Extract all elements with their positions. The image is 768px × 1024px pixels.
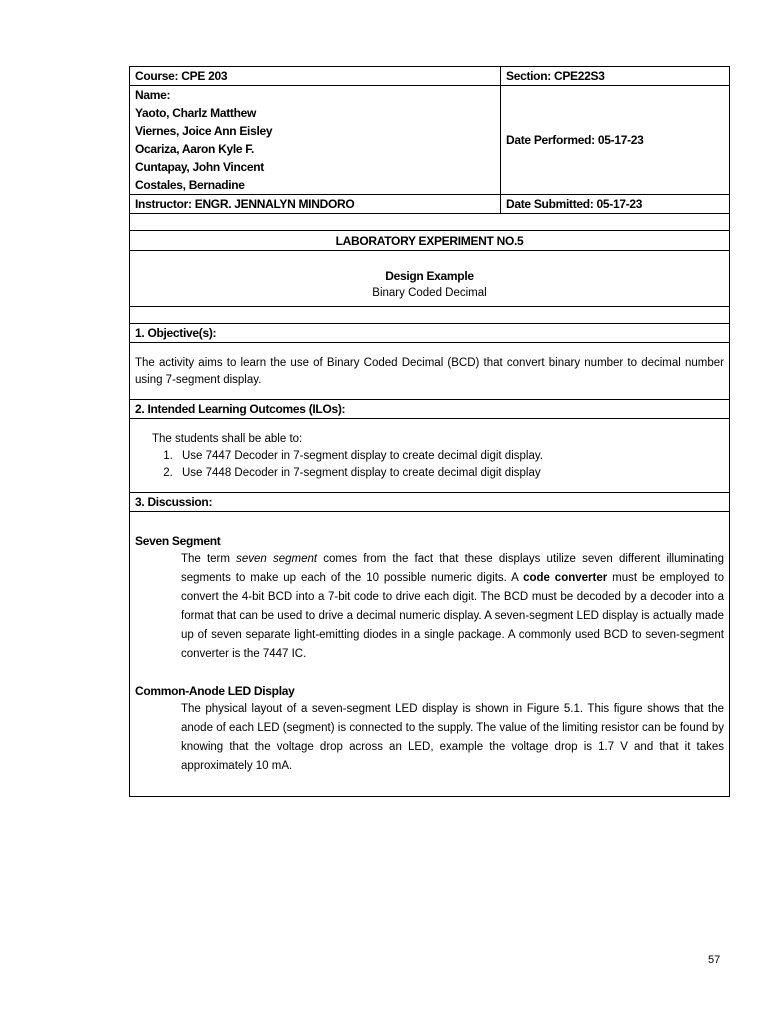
objectives-text: The activity aims to learn the use of Binary Coded Decimal (BCD) that convert binary number to decimal number using 7-segment display.: [135, 357, 724, 386]
section-cell: Section: CPE22S3: [501, 67, 730, 86]
objectives-body: [130, 343, 730, 400]
ilo-item: 1. Use 7447 Decoder in 7-segment display to create decimal digit display.: [176, 448, 724, 465]
names-cell: [130, 86, 501, 195]
design-example-subtitle: Binary Coded Decimal: [372, 287, 487, 299]
blank-row: [130, 307, 730, 324]
ilo-item: 2. Use 7448 Decoder in 7-segment display to create decimal digit display: [176, 465, 724, 482]
design-example-cell: [130, 251, 730, 307]
ilos-body: [130, 419, 730, 493]
instructor-cell: Instructor: ENGR. JENNALYN MINDORO: [130, 195, 501, 214]
seven-segment-heading: Seven Segment: [135, 534, 221, 548]
student-name: Viernes, Joice Ann Eisley: [135, 124, 273, 138]
discussion-body: [130, 512, 730, 797]
student-name: Costales, Bernadine: [135, 178, 245, 192]
course-cell: Course: CPE 203: [130, 67, 501, 86]
code-converter-term: code converter: [523, 572, 608, 584]
ilos-heading: 2. Intended Learning Outcomes (ILOs):: [130, 400, 730, 419]
seven-italic-term: seven segment: [236, 553, 318, 565]
lab-report-table: [129, 66, 730, 797]
student-name: Ocariza, Aaron Kyle F.: [135, 142, 255, 156]
blank-row: [130, 214, 730, 231]
experiment-title: [130, 231, 730, 251]
experiment-title-number: EXPERIMENT NO.5: [418, 234, 524, 248]
seven-segment-paragraph: [135, 550, 724, 664]
date-performed-cell: Date Performed: 05-17-23: [501, 86, 730, 195]
seven-text-3: must be employed to convert the 4-bit BCD into a 7-bit code to drive each digit. The BCD must be decoded by a decoder into a format that can be used to drive a decimal numeric display. A seven-segment LED display is actually made up of seven separate light-emitting diodes in a single package. A commonly used BCD to seven-segment converter is the 7447 IC.: [181, 572, 725, 660]
experiment-title-lab: LABORATORY: [335, 234, 416, 248]
student-name: Cuntapay, John Vincent: [135, 160, 264, 174]
ilos-intro: The students shall be able to:: [152, 433, 303, 445]
page-number: 57: [708, 954, 721, 966]
discussion-heading: 3. Discussion:: [130, 493, 730, 512]
date-submitted-cell: Date Submitted: 05-17-23: [501, 195, 730, 214]
objectives-heading: 1. Objective(s):: [130, 324, 730, 343]
seven-text-2: comes from the fact that these displays utilize seven different illuminating segments to make up each of the 10 possible numeric digits. A: [181, 553, 724, 584]
ilos-list: [152, 448, 724, 482]
common-anode-paragraph: The physical layout of a seven-segment LED display is shown in Figure 5.1. This figure shows that the anode of each LED (segment) is connected to the supply. The value of the limiting resistor can be found by knowing that the voltage drop across an LED, example the voltage drop is 1.7 V and that it takes approximately 10 mA.: [181, 703, 724, 772]
seven-text-1: The term: [181, 553, 237, 565]
name-label: Name:: [135, 88, 171, 102]
student-name: Yaoto, Charlz Matthew: [135, 106, 257, 120]
common-anode-heading: Common-Anode LED Display: [135, 684, 295, 698]
design-example-label: Design Example: [385, 269, 474, 283]
